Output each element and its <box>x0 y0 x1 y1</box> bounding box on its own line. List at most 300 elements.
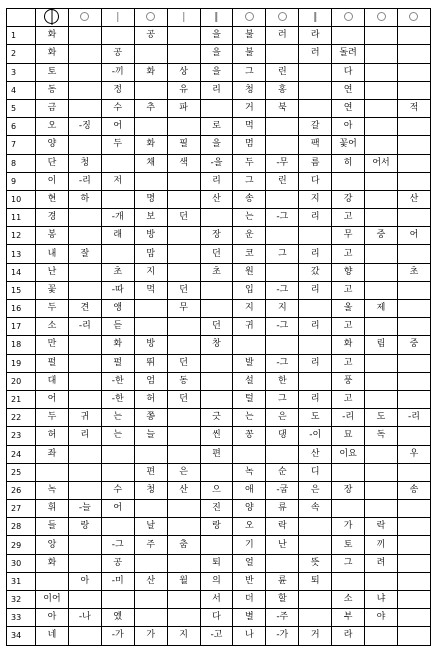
syllable-cell: -리 <box>332 409 365 427</box>
syllable-cell: 지 <box>266 300 299 318</box>
syllable-cell: 중 <box>397 336 430 354</box>
syllable-cell: 대 <box>36 372 69 390</box>
syllable-cell <box>299 81 332 99</box>
syllable-cell: 나 <box>233 627 266 645</box>
syllable-cell: 을 <box>200 45 233 63</box>
syllable-cell: 연 <box>332 81 365 99</box>
syllable-cell <box>167 118 200 136</box>
row-number: 20 <box>7 372 36 390</box>
syllable-cell: 그 <box>266 390 299 408</box>
syllable-cell: 앙 <box>36 536 69 554</box>
syllable-cell: 지 <box>233 300 266 318</box>
table-row <box>7 63 431 81</box>
syllable-cell <box>266 445 299 463</box>
syllable-cell <box>397 45 430 63</box>
row-number: 5 <box>7 99 36 117</box>
syllable-cell: 풍 <box>332 372 365 390</box>
syllable-cell: 휘 <box>36 500 69 518</box>
syllable-cell: 정 <box>101 81 134 99</box>
syllable-cell <box>68 45 101 63</box>
syllable-cell <box>299 63 332 81</box>
syllable-cell <box>101 518 134 536</box>
syllable-cell: -굽 <box>266 481 299 499</box>
syllable-cell <box>299 300 332 318</box>
syllable-cell: 이 <box>36 172 69 190</box>
row-number: 29 <box>7 536 36 554</box>
syllable-cell <box>134 172 167 190</box>
syllable-cell <box>200 390 233 408</box>
syllable-cell: 수 <box>101 481 134 499</box>
circle-icon <box>146 12 155 21</box>
syllable-cell: 끼 <box>365 536 398 554</box>
syllable-cell: 색 <box>167 154 200 172</box>
circle-icon <box>245 12 254 21</box>
syllable-cell <box>266 190 299 208</box>
syllable-cell <box>299 372 332 390</box>
syllable-cell <box>397 209 430 227</box>
syllable-cell: 쫑 <box>134 409 167 427</box>
syllable-cell <box>397 63 430 81</box>
syllable-cell <box>68 536 101 554</box>
syllable-cell: 송 <box>233 190 266 208</box>
row-number: 33 <box>7 609 36 627</box>
syllable-cell: 락 <box>266 518 299 536</box>
syllable-cell <box>167 336 200 354</box>
row-number: 6 <box>7 118 36 136</box>
syllable-cell: -한 <box>101 390 134 408</box>
table-row <box>7 354 431 372</box>
syllable-cell <box>200 372 233 390</box>
syllable-cell: -그 <box>266 209 299 227</box>
row-number: 28 <box>7 518 36 536</box>
syllable-cell: 얼 <box>233 554 266 572</box>
syllable-cell: 허 <box>134 390 167 408</box>
syllable-cell: 초 <box>101 263 134 281</box>
syllable-cell: 라 <box>332 627 365 645</box>
syllable-cell: 묘 <box>332 427 365 445</box>
syllable-cell: -그 <box>266 281 299 299</box>
syllable-cell: 던 <box>167 390 200 408</box>
syllable-cell <box>332 572 365 590</box>
syllable-cell: 으 <box>200 481 233 499</box>
syllable-cell: 편 <box>134 463 167 481</box>
table-row <box>7 190 431 208</box>
syllable-cell: 뛰 <box>134 354 167 372</box>
syllable-cell: 리 <box>200 172 233 190</box>
syllable-cell: 현 <box>36 190 69 208</box>
syllable-cell: 난 <box>266 536 299 554</box>
syllable-cell: 거 <box>233 99 266 117</box>
syllable-cell: 반 <box>233 572 266 590</box>
syllable-cell: -한 <box>101 372 134 390</box>
syllable-cell <box>101 445 134 463</box>
syllable-cell: 동 <box>167 372 200 390</box>
syllable-cell: 리 <box>299 281 332 299</box>
syllable-cell <box>134 300 167 318</box>
syllable-cell: 주 <box>134 536 167 554</box>
syllable-cell: 동 <box>36 81 69 99</box>
syllable-cell: 오 <box>233 518 266 536</box>
syllable-cell: 녹 <box>233 463 266 481</box>
table-row <box>7 372 431 390</box>
syllable-cell <box>299 591 332 609</box>
syllable-cell: 리 <box>299 245 332 263</box>
syllable-cell: 랑 <box>200 518 233 536</box>
syllable-cell: 디 <box>299 463 332 481</box>
syllable-cell: -무 <box>266 154 299 172</box>
syllable-cell: -미 <box>101 572 134 590</box>
syllable-cell <box>167 591 200 609</box>
syllable-cell: 산 <box>134 572 167 590</box>
syllable-cell: 냐 <box>365 591 398 609</box>
circle-symbol <box>68 9 101 27</box>
syllable-cell: 지 <box>167 627 200 645</box>
syllable-cell: 그 <box>233 172 266 190</box>
circle-icon <box>377 12 386 21</box>
syllable-cell: 한 <box>266 372 299 390</box>
syllable-cell: 공 <box>134 27 167 45</box>
syllable-cell: 창 <box>200 336 233 354</box>
syllable-cell: 라 <box>299 27 332 45</box>
syllable-cell: 토 <box>36 63 69 81</box>
syllable-cell: 할 <box>266 591 299 609</box>
syllable-cell <box>365 627 398 645</box>
syllable-cell: 날 <box>134 518 167 536</box>
syllable-cell: -징 <box>68 118 101 136</box>
syllable-cell <box>299 227 332 245</box>
syllable-cell: 향 <box>332 263 365 281</box>
syllable-cell <box>397 81 430 99</box>
syllable-cell <box>365 172 398 190</box>
syllable-cell <box>397 609 430 627</box>
syllable-cell: 발 <box>233 354 266 372</box>
syllable-cell <box>167 172 200 190</box>
syllable-cell <box>36 572 69 590</box>
table-row <box>7 627 431 645</box>
syllable-cell: 두 <box>101 136 134 154</box>
syllable-cell <box>397 154 430 172</box>
syllable-cell: -그 <box>266 354 299 372</box>
syllable-cell: 내 <box>36 245 69 263</box>
syllable-cell <box>68 481 101 499</box>
syllable-cell: 락 <box>365 518 398 536</box>
table-row <box>7 209 431 227</box>
syllable-cell <box>101 27 134 45</box>
syllable-cell <box>266 336 299 354</box>
syllable-cell <box>134 500 167 518</box>
syllable-cell <box>365 263 398 281</box>
syllable-cell <box>332 500 365 518</box>
row-number: 18 <box>7 336 36 354</box>
syllable-cell <box>397 136 430 154</box>
syllable-cell <box>299 518 332 536</box>
syllable-cell: 가 <box>332 518 365 536</box>
syllable-cell <box>167 554 200 572</box>
syllable-cell <box>365 118 398 136</box>
syllable-cell <box>266 554 299 572</box>
syllable-cell <box>397 390 430 408</box>
syllable-cell: 먹 <box>134 281 167 299</box>
syllable-cell <box>365 209 398 227</box>
syllable-cell: 송 <box>397 481 430 499</box>
row-number: 17 <box>7 318 36 336</box>
syllable-cell <box>365 463 398 481</box>
syllable-cell: 도 <box>299 409 332 427</box>
syllable-cell: -따 <box>101 281 134 299</box>
syllable-cell <box>299 536 332 554</box>
syllable-cell <box>134 591 167 609</box>
syllable-cell <box>101 463 134 481</box>
syllable-cell <box>167 518 200 536</box>
syllable-cell: 거 <box>299 627 332 645</box>
row-number: 15 <box>7 281 36 299</box>
syllable-cell <box>365 99 398 117</box>
table-row <box>7 154 431 172</box>
syllable-cell <box>200 281 233 299</box>
syllable-cell <box>266 45 299 63</box>
syllable-cell: 그 <box>332 554 365 572</box>
syllable-cell: 돌려 <box>332 45 365 63</box>
syllable-cell: 을 <box>200 63 233 81</box>
syllable-cell: 다 <box>200 609 233 627</box>
table-row <box>7 318 431 336</box>
row-number: 9 <box>7 172 36 190</box>
syllable-cell: 연 <box>332 99 365 117</box>
syllable-cell <box>167 190 200 208</box>
circle-bar-icon <box>44 9 59 24</box>
syllable-cell <box>266 263 299 281</box>
table-row <box>7 427 431 445</box>
bar-symbol <box>101 9 134 27</box>
syllable-cell <box>68 81 101 99</box>
syllable-cell <box>397 536 430 554</box>
syllable-cell: 러 <box>299 45 332 63</box>
syllable-cell <box>68 99 101 117</box>
syllable-cell <box>397 372 430 390</box>
syllable-cell <box>167 227 200 245</box>
syllable-cell: 갔 <box>299 263 332 281</box>
syllable-cell <box>134 118 167 136</box>
row-number: 10 <box>7 190 36 208</box>
syllable-cell: 잘 <box>68 245 101 263</box>
circle-icon <box>344 12 353 21</box>
syllable-cell: 두 <box>36 300 69 318</box>
syllable-cell <box>365 500 398 518</box>
circle-symbol <box>134 9 167 27</box>
syllable-cell: 만 <box>36 336 69 354</box>
syllable-cell: 산 <box>397 190 430 208</box>
syllable-cell: -고 <box>200 627 233 645</box>
syllable-cell: -나 <box>68 609 101 627</box>
syllable-cell: -가 <box>101 627 134 645</box>
syllable-cell <box>397 463 430 481</box>
syllable-cell: 귀 <box>233 318 266 336</box>
syllable-cell <box>68 227 101 245</box>
syllable-cell: 속 <box>299 500 332 518</box>
syllable-cell: 가 <box>134 627 167 645</box>
syllable-cell: -그 <box>266 318 299 336</box>
syllable-cell: -리 <box>397 409 430 427</box>
row-number: 16 <box>7 300 36 318</box>
syllable-cell <box>101 154 134 172</box>
circle-symbol <box>365 9 398 27</box>
syllable-cell: 불 <box>233 45 266 63</box>
table-row <box>7 172 431 190</box>
syllable-cell <box>68 390 101 408</box>
syllable-cell: 리 <box>299 318 332 336</box>
syllable-cell <box>397 281 430 299</box>
syllable-cell: 댕 <box>266 427 299 445</box>
syllable-cell: 단 <box>36 154 69 172</box>
syllable-cell: 을 <box>200 27 233 45</box>
syllable-cell: 춤 <box>167 536 200 554</box>
syllable-cell: 청 <box>233 81 266 99</box>
syllable-cell: 수 <box>101 99 134 117</box>
syllable-cell: 꽃 <box>36 281 69 299</box>
row-number: 14 <box>7 263 36 281</box>
syllable-cell <box>233 336 266 354</box>
syllable-cell: 화 <box>332 336 365 354</box>
row-number: 11 <box>7 209 36 227</box>
bar-symbol <box>200 9 233 27</box>
syllable-cell <box>365 27 398 45</box>
table-row <box>7 554 431 572</box>
syllable-cell <box>266 136 299 154</box>
syllable-cell <box>397 554 430 572</box>
syllable-cell: 홍 <box>266 81 299 99</box>
syllable-cell <box>68 591 101 609</box>
table-row <box>7 591 431 609</box>
syllable-cell: 은 <box>266 409 299 427</box>
syllable-cell: 북 <box>266 99 299 117</box>
syllable-cell: 공 <box>101 45 134 63</box>
syllable-cell: 고 <box>332 390 365 408</box>
syllable-cell <box>365 81 398 99</box>
syllable-cell: 적 <box>397 99 430 117</box>
syllable-cell: 입 <box>233 281 266 299</box>
syllable-cell: 소 <box>36 318 69 336</box>
syllable-cell: 들 <box>36 518 69 536</box>
row-number: 34 <box>7 627 36 645</box>
syllable-cell: 불 <box>233 27 266 45</box>
syllable-cell <box>299 609 332 627</box>
row-number: 2 <box>7 45 36 63</box>
row-number: 1 <box>7 27 36 45</box>
header-corner-cell <box>7 9 36 27</box>
syllable-cell: 운 <box>233 227 266 245</box>
syllable-cell <box>397 118 430 136</box>
syllable-cell: 랑 <box>68 518 101 536</box>
syllable-cell: -늘 <box>68 500 101 518</box>
syllable-cell <box>68 463 101 481</box>
circle-symbol <box>397 9 430 27</box>
syllable-cell: 화 <box>36 554 69 572</box>
syllable-cell: 금 <box>36 99 69 117</box>
syllable-cell: 름 <box>299 154 332 172</box>
syllable-cell <box>68 281 101 299</box>
syllable-cell: 난 <box>36 263 69 281</box>
syllable-cell: 공 <box>101 554 134 572</box>
syllable-cell: -주 <box>266 609 299 627</box>
row-number: 19 <box>7 354 36 372</box>
syllable-cell: 어 <box>101 500 134 518</box>
syllable-cell: 산 <box>200 190 233 208</box>
row-number: 21 <box>7 390 36 408</box>
table-row <box>7 463 431 481</box>
syllable-cell: 갈 <box>299 118 332 136</box>
syllable-cell: 는 <box>233 209 266 227</box>
syllable-cell <box>365 318 398 336</box>
syllable-cell: 네 <box>36 627 69 645</box>
syllable-cell: 린 <box>266 63 299 81</box>
syllable-cell: 래 <box>101 227 134 245</box>
row-number: 8 <box>7 154 36 172</box>
syllable-cell: 로 <box>200 118 233 136</box>
syllable-cell <box>397 300 430 318</box>
syllable-cell: 귀 <box>68 409 101 427</box>
syllable-cell: 엄 <box>134 372 167 390</box>
syllable-cell: 던 <box>167 354 200 372</box>
syllable-cell: 두 <box>36 409 69 427</box>
syllable-cell <box>134 554 167 572</box>
syllable-cell: 은 <box>299 481 332 499</box>
syllable-cell: 퇴 <box>200 554 233 572</box>
syllable-cell <box>200 463 233 481</box>
syllable-cell: 두 <box>233 154 266 172</box>
table-row <box>7 263 431 281</box>
syllable-cell: 퇴 <box>299 572 332 590</box>
syllable-cell: 애 <box>233 481 266 499</box>
syllable-cell: 봉 <box>36 227 69 245</box>
syllable-cell <box>167 263 200 281</box>
syllable-cell <box>167 500 200 518</box>
syllable-cell: 그 <box>233 63 266 81</box>
syllable-cell: -끼 <box>101 63 134 81</box>
syllable-cell: 설 <box>233 372 266 390</box>
syllable-cell: 을 <box>200 136 233 154</box>
syllable-cell <box>167 318 200 336</box>
syllable-cell <box>68 263 101 281</box>
syllable-cell: 아 <box>68 572 101 590</box>
table-row <box>7 518 431 536</box>
syllable-cell <box>397 427 430 445</box>
syllable-cell: 아 <box>36 609 69 627</box>
syllable-cell: 방 <box>134 227 167 245</box>
syllable-cell: 제 <box>365 300 398 318</box>
syllable-cell: -을 <box>200 154 233 172</box>
syllable-cell: 긋 <box>200 409 233 427</box>
syllable-cell: 청 <box>68 154 101 172</box>
table-row <box>7 27 431 45</box>
table-row <box>7 81 431 99</box>
syllable-cell: 순 <box>266 463 299 481</box>
syllable-cell <box>134 45 167 63</box>
syllable-cell: 추 <box>134 99 167 117</box>
syllable-cell: -리 <box>68 318 101 336</box>
syllable-cell <box>68 627 101 645</box>
syllable-cell: -가 <box>266 627 299 645</box>
syllable-cell: 초 <box>397 263 430 281</box>
syllable-cell <box>397 172 430 190</box>
syllable-cell: 팩 <box>299 136 332 154</box>
table-row <box>7 609 431 627</box>
syllable-cell: 의 <box>200 572 233 590</box>
syllable-cell: 강 <box>332 190 365 208</box>
syllable-cell: 울 <box>332 300 365 318</box>
syllable-cell: 오 <box>36 118 69 136</box>
syllable-cell: 부 <box>332 609 365 627</box>
syllable-cell: 맘 <box>134 245 167 263</box>
